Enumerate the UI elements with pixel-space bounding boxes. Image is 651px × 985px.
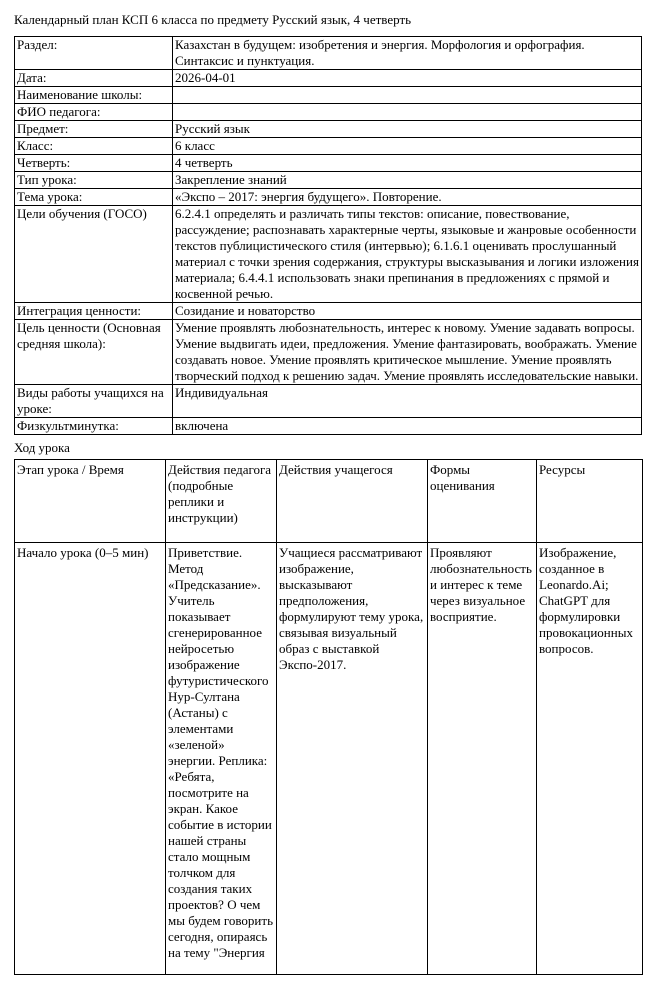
- info-label: Четверть:: [15, 155, 173, 172]
- info-value: 6 класс: [173, 138, 642, 155]
- header-teacher-actions: Действия педагога (подробные реплики и инструкции): [166, 460, 277, 543]
- progress-row: [15, 543, 643, 975]
- resources-cell: Изображение, созданное в Leonardo.Ai; ChatGPT для формулировки провокационных вопросов.: [537, 543, 643, 975]
- info-label: Цели обучения (ГОСО): [15, 206, 173, 303]
- info-label: Класс:: [15, 138, 173, 155]
- header-assessment: Формы оценивания: [428, 460, 537, 543]
- header-stage: Этап урока / Время: [15, 460, 166, 543]
- info-row-subject: [15, 121, 642, 138]
- info-row-teacher: [15, 104, 642, 121]
- info-label: Виды работы учащихся на уроке:: [15, 385, 173, 418]
- header-student-actions: Действия учащегося: [277, 460, 428, 543]
- info-row-goals: [15, 206, 642, 303]
- info-row-value-goal: [15, 320, 642, 385]
- info-label: Интеграция ценности:: [15, 303, 173, 320]
- info-value: Созидание и новаторство: [173, 303, 642, 320]
- info-label: Дата:: [15, 70, 173, 87]
- info-value: Русский язык: [173, 121, 642, 138]
- info-row-exercise-break: [15, 418, 642, 435]
- info-value: включена: [173, 418, 642, 435]
- info-label: Физкультминутка:: [15, 418, 173, 435]
- info-value: 2026-04-01: [173, 70, 642, 87]
- info-value: Умение проявлять любознательность, интерес к новому. Умение задавать вопросы. Умение выдвигать идеи, предложения. Умение фантазировать, воображать. Умение создавать новое. Умение проявлять критическое мышление. Умение проявлять творческий подход к решению задач. Умение проявлять исследовательские навыки.: [173, 320, 642, 385]
- student-actions-cell: Учащиеся рассматривают изображение, высказывают предположения, формулируют тему урока, связывая визуальный образ с выставкой Экспо-2017.: [277, 543, 428, 975]
- info-value: Казахстан в будущем: изобретения и энергия. Морфология и орфография. Синтаксис и пунктуация.: [173, 37, 642, 70]
- info-row-lesson-type: [15, 172, 642, 189]
- progress-header-row: [15, 460, 643, 543]
- stage-cell: Начало урока (0–5 мин): [15, 543, 166, 975]
- info-label: Тема урока:: [15, 189, 173, 206]
- lesson-progress-heading: Ход урока: [14, 440, 70, 455]
- lesson-info-table: [14, 36, 642, 435]
- info-row-quarter: [15, 155, 642, 172]
- info-label: Раздел:: [15, 37, 173, 70]
- header-resources: Ресурсы: [537, 460, 643, 543]
- assessment-cell: Проявляют любознательность и интерес к теме через визуальное восприятие.: [428, 543, 537, 975]
- info-row-class: [15, 138, 642, 155]
- document-title: Календарный план КСП 6 класса по предмету Русский язык, 4 четверть: [14, 12, 412, 27]
- info-row-topic: [15, 189, 642, 206]
- info-value: «Экспо – 2017: энергия будущего». Повторение.: [173, 189, 642, 206]
- info-row-date: [15, 70, 642, 87]
- info-value: Закрепление знаний: [173, 172, 642, 189]
- info-value: Индивидуальная: [173, 385, 642, 418]
- info-label: ФИО педагога:: [15, 104, 173, 121]
- info-label: Предмет:: [15, 121, 173, 138]
- info-row-work-type: [15, 385, 642, 418]
- info-label: Тип урока:: [15, 172, 173, 189]
- lesson-progress-table: [14, 459, 643, 975]
- info-row-school: [15, 87, 642, 104]
- info-value: [173, 104, 642, 121]
- info-row-section: [15, 37, 642, 70]
- info-value: 6.2.4.1 определять и различать типы текстов: описание, повествование, рассуждение; распознавать характерные черты, языковые и жанровые особенности текстов публицистического стиля (интервью); 6.1.6.1 оценивать прослушанный материал с точки зрения содержания, структуры высказывания и логики изложения материала; 6.4.4.1 использовать знаки препинания в предложениях с прямой и косвенной речью.: [173, 206, 642, 303]
- info-label: Наименование школы:: [15, 87, 173, 104]
- info-value: [173, 87, 642, 104]
- teacher-actions-cell: Приветствие. Метод «Предсказание». Учитель показывает сгенерированное нейросетью изображение футуристического Нур-Султана (Астаны) с элементами «зеленой» энергии. Реплика: «Ребята, посмотрите на экран. Какое событие в истории нашей страны стало мощным толчком для создания таких проектов? О чем мы будем говорить сегодня, опираясь на тему "Энергия: [166, 543, 277, 975]
- info-row-value-integration: [15, 303, 642, 320]
- info-label: Цель ценности (Основная средняя школа):: [15, 320, 173, 385]
- info-value: 4 четверть: [173, 155, 642, 172]
